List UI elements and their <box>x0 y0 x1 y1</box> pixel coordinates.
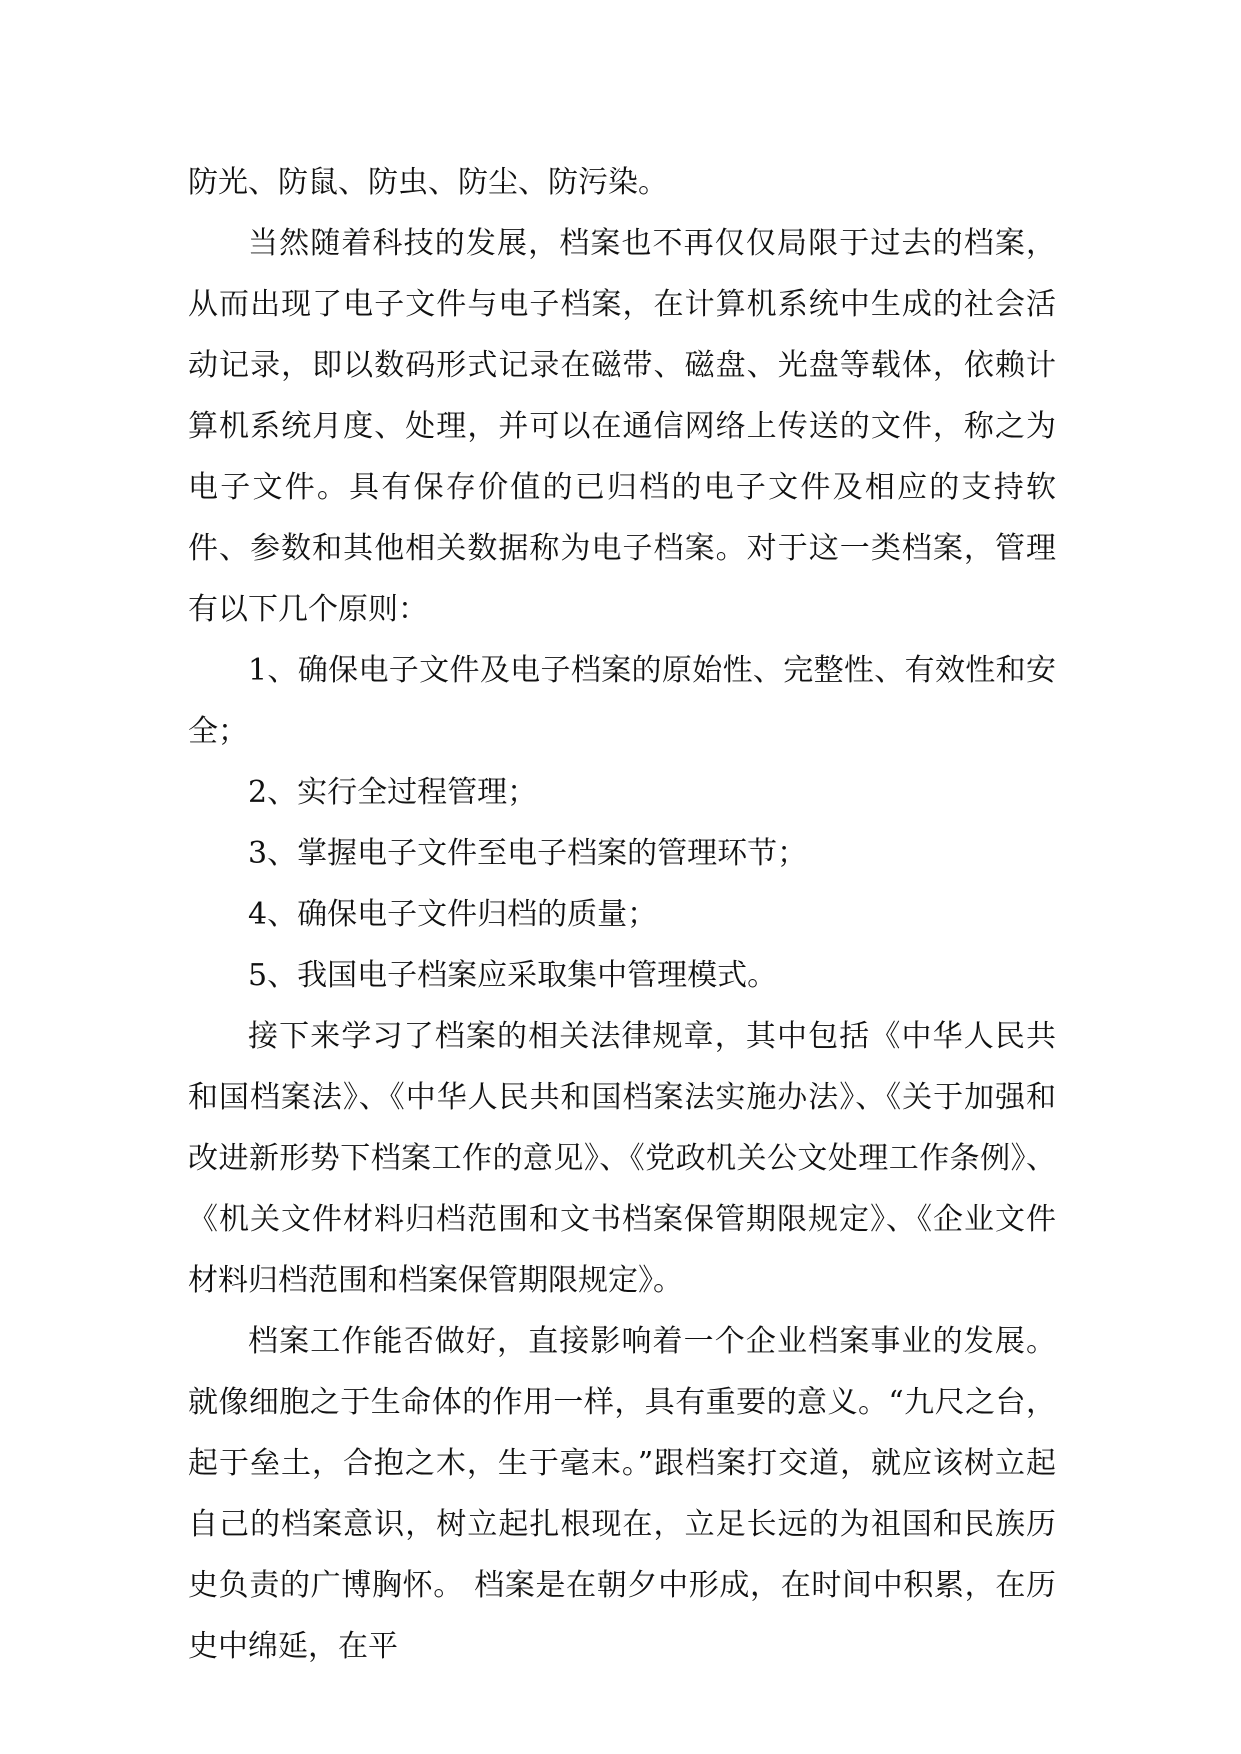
principle-item-2: 2、实行全过程管理； <box>248 775 538 810</box>
paragraph-archive-work: 档案工作能否做好，直接影响着一个企业档案事业的发展。就像细胞之于生命体的作用一样，具有重要的意义。“九尺之台，起于垒土，合抱之木，生于毫末。”跟档案打交道，就应该树立起自己的档案意识，树立起扎根现在，立足长远的为祖国和民族历史负责的广博胸怀。 档案是在朝夕中形成，在时间中积累，在历史中绵延，在平 <box>188 1324 1056 1664</box>
principle-item-1: 1、确保电子文件及电子档案的原始性、完整性、有效性和安全； <box>188 653 1056 749</box>
principle-item-3: 3、掌握电子文件至电子档案的管理环节； <box>248 836 808 871</box>
document-body <box>188 152 1056 1677</box>
principle-item-5: 5、我国电子档案应采取集中管理模式。 <box>248 958 778 993</box>
principle-item-4: 4、确保电子文件归档的质量； <box>248 897 658 932</box>
paragraph-electronic-archives: 当然随着科技的发展，档案也不再仅仅局限于过去的档案，从而出现了电子文件与电子档案，在计算机系统中生成的社会活动记录，即以数码形式记录在磁带、磁盘、光盘等载体，依赖计算机系统月度、处理，并可以在通信网络上传送的文件，称之为电子文件。具有保存价值的已归档的电子文件及相应的支持软件、参数和其他相关数据称为电子档案。对于这一类档案，管理有以下几个原则： <box>188 226 1056 627</box>
paragraph-laws: 接下来学习了档案的相关法律规章，其中包括《中华人民共和国档案法》、《中华人民共和国档案法实施办法》、《关于加强和改进新形势下档案工作的意见》、《党政机关公文处理工作条例》、《机关文件材料归档范围和文书档案保管期限规定》、《企业文件材料归档范围和档案保管期限规定》。 <box>188 1019 1056 1298</box>
paragraph-continuation: 防光、防鼠、防虫、防尘、防污染。 <box>188 165 668 200</box>
